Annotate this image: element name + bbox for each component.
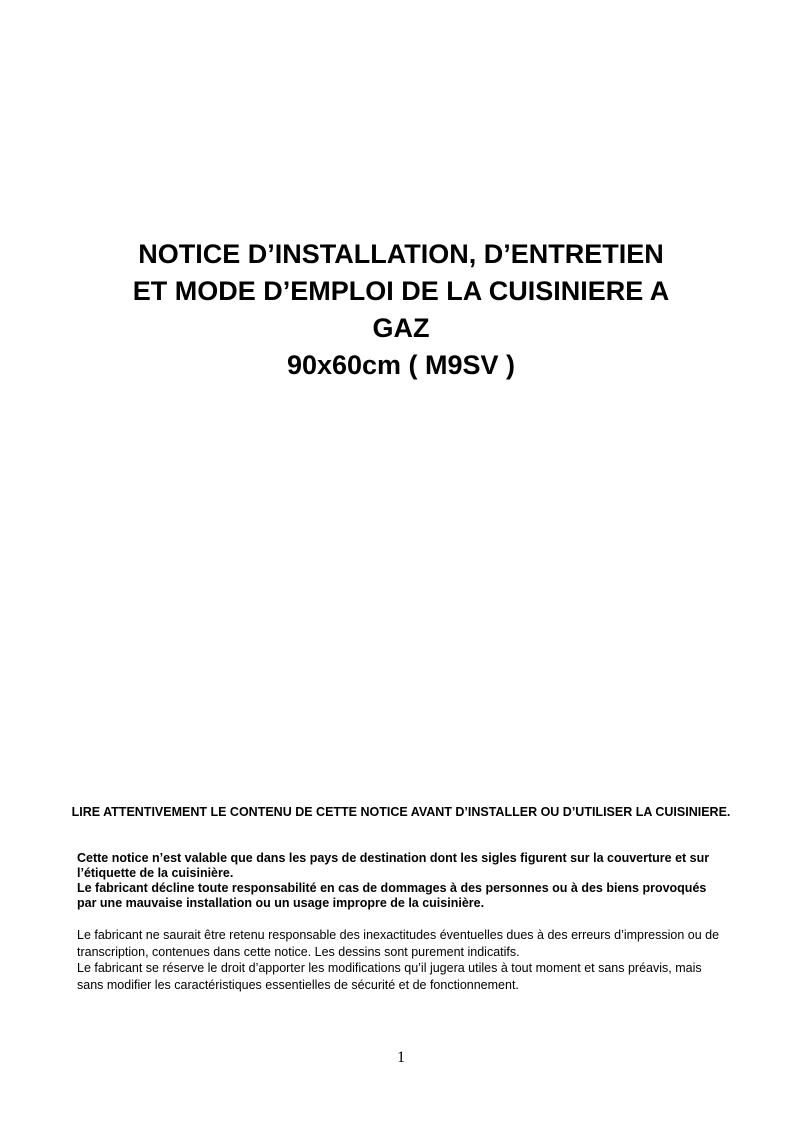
title-line-3: GAZ: [372, 313, 430, 343]
bold-notice-block: [77, 851, 727, 911]
liability-disclaimer: Le fabricant décline toute responsabilité en cas de dommages à des personnes ou à des biens provoqués par une mauvaise installation ou un usage impropre de la cuisinière.: [77, 881, 707, 910]
modifications-notice: Le fabricant se réserve le droit d’apporter les modifications qu’il jugera utiles à tout moment et sans préavis, mais sans modifier les caractéristiques essentielles de sécurité et de fonctionnement.: [77, 961, 702, 992]
title-line-2: ET MODE D’EMPLOI DE LA CUISINIERE A: [132, 276, 670, 306]
page-number: 1: [397, 1049, 405, 1066]
read-carefully-warning: LIRE ATTENTIVEMENT LE CONTENU DE CETTE NOTICE AVANT D’INSTALLER OU D’UTILISER LA CUISINIERE.: [71, 805, 731, 819]
regular-notice-block: [77, 927, 727, 993]
errors-disclaimer: Le fabricant ne saurait être retenu responsable des inexactitudes éventuelles dues à des erreurs d’impression ou de transcription, contenues dans cette notice. Les dessins sont purement indicatifs.: [77, 928, 720, 959]
validity-notice: Cette notice n’est valable que dans les pays de destination dont les sigles figurent sur la couverture et sur l’étiquette de la cuisinière.: [77, 851, 710, 880]
document-title: [60, 236, 742, 384]
model-reference: 90x60cm ( M9SV ): [286, 350, 516, 380]
title-line-1: NOTICE D’INSTALLATION, D’ENTRETIEN: [138, 239, 664, 269]
